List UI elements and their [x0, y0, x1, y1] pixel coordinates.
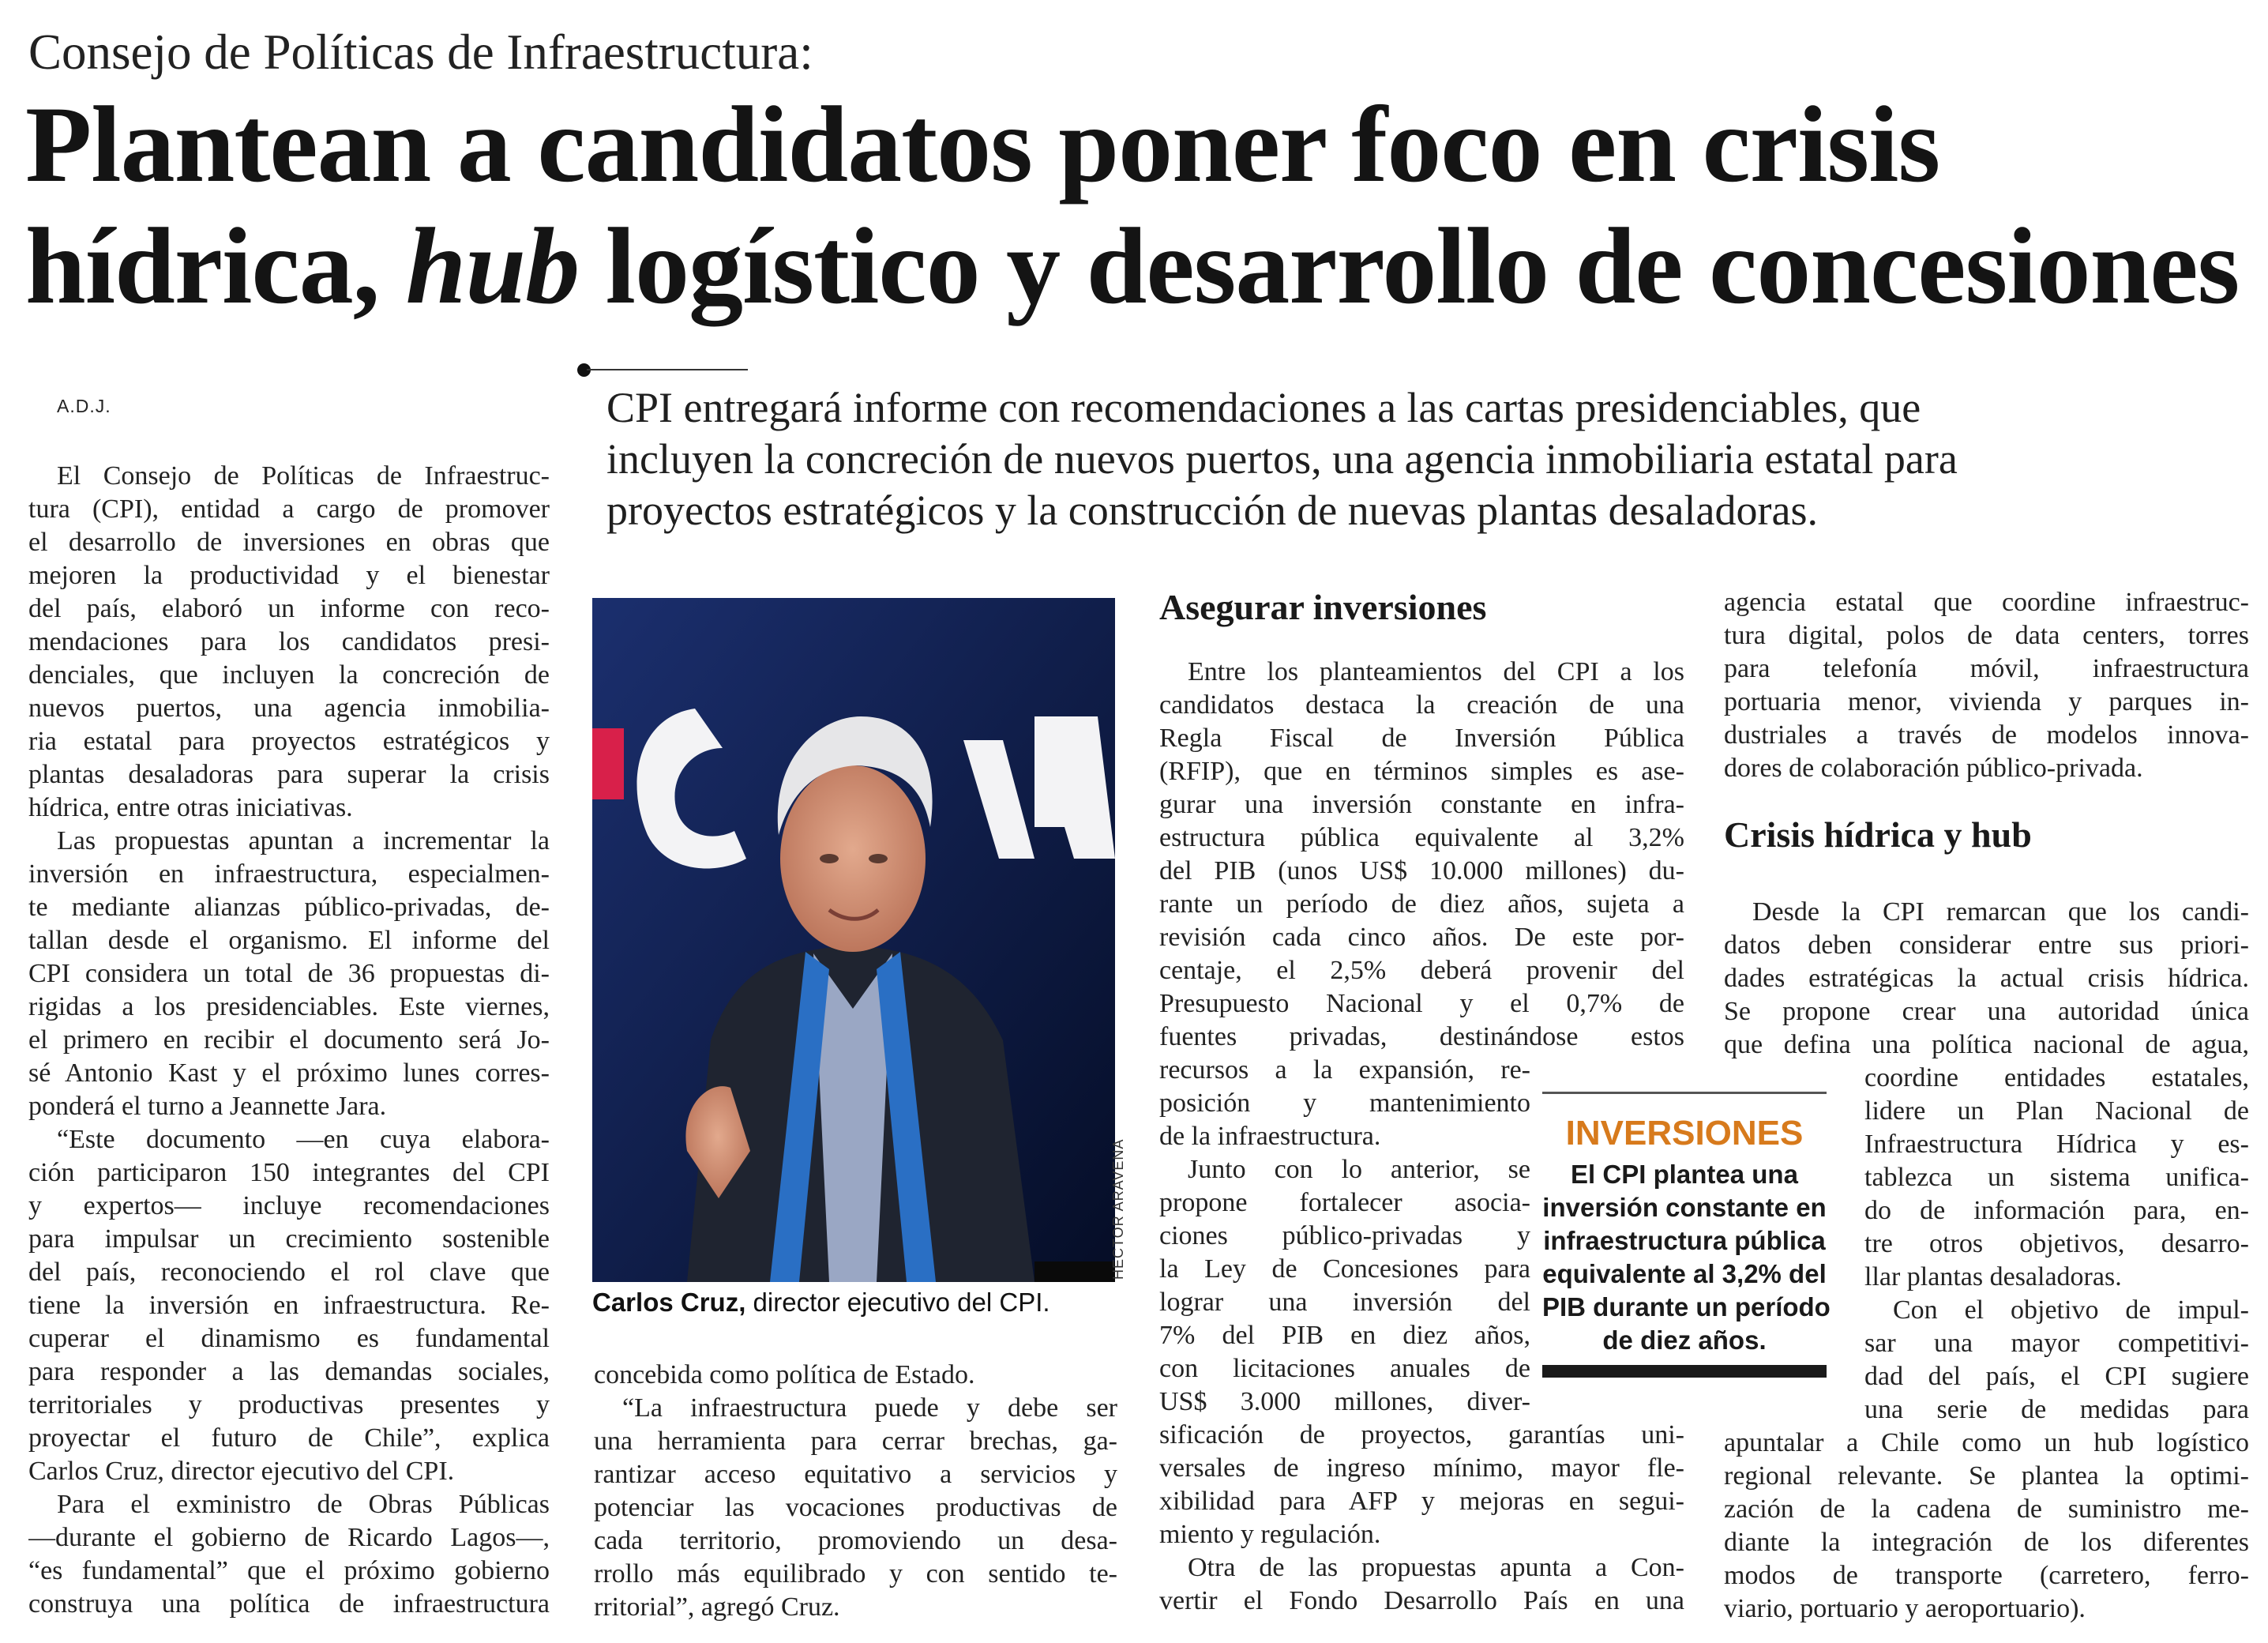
- text-line: Junto con lo anterior, se: [1188, 1155, 1530, 1184]
- pull-quote-line: de diez años.: [1602, 1325, 1767, 1355]
- text-line: 7% del PIB en diez años,: [1159, 1321, 1530, 1350]
- text-line: cada territorio, promoviendo un desa-: [594, 1526, 1117, 1555]
- text-line: mejoren la productividad y el bienestar: [28, 561, 550, 590]
- text-line: estructura pública equivalente al 3,2%: [1159, 823, 1684, 852]
- text-line: que defina una política nacional de agua,: [1724, 1030, 2249, 1059]
- text-line: lidere un Plan Nacional de: [1864, 1096, 2249, 1126]
- text-line: del PIB (unos US$ 10.000 millones) du-: [1159, 856, 1684, 885]
- text-line: miento y regulación.: [1159, 1520, 1381, 1549]
- text-line: Desde la CPI remarcan que los candi-: [1752, 897, 2249, 927]
- text-line: dustriales a través de modelos innova-: [1724, 720, 2249, 750]
- headline-line-2-start: hídrica,: [25, 205, 406, 326]
- text-line: te mediante alianzas público-privadas, de-: [28, 893, 550, 922]
- text-line: Para el exministro de Obras Públicas: [57, 1490, 550, 1519]
- text-line: rrollo más equilibrado y con sentido te-: [594, 1559, 1117, 1588]
- headline-line-1: Plantean a candidatos poner foco en crisis: [25, 84, 1940, 205]
- text-line: plantas desaladoras para superar la crisis: [28, 760, 550, 789]
- headline-line-2: [25, 205, 2252, 327]
- body-column-1: [28, 460, 550, 1621]
- text-line: posición y mantenimiento: [1159, 1088, 1530, 1118]
- text-line: diante la integración de los diferentes: [1724, 1528, 2249, 1557]
- text-line: inversión en infraestructura, especialmen-: [28, 859, 550, 889]
- pull-quote-box: [1542, 1092, 1831, 1384]
- pull-quote-line: equivalente al 3,2% del: [1542, 1259, 1827, 1288]
- text-line: El Consejo de Políticas de Infraestruc-: [57, 461, 550, 491]
- deck-rule: [587, 369, 748, 370]
- text-line: regional relevante. Se plantea la optimi-: [1724, 1461, 2249, 1491]
- text-line: nuevos puertos, una agencia inmobilia-: [28, 694, 550, 723]
- text-line: construya una política de infraestructura: [28, 1589, 550, 1619]
- photo-credit: HECTOR ARAVENA: [1110, 1138, 1126, 1280]
- text-line: sé Antonio Kast y el próximo lunes corres-: [28, 1058, 550, 1088]
- subhead-asegurar-inversiones: Asegurar inversiones: [1159, 587, 1487, 627]
- text-line: rante un período de diez años, sujeta a: [1159, 889, 1684, 919]
- text-line: apuntalar a Chile como un hub logístico: [1724, 1428, 2249, 1457]
- caption-name: Carlos Cruz,: [592, 1288, 746, 1317]
- text-line: versales de ingreso mínimo, mayor fle-: [1159, 1453, 1684, 1483]
- text-line: (RFIP), que en términos simples es ase-: [1159, 757, 1684, 786]
- text-line: do de información para, en-: [1864, 1196, 2249, 1225]
- text-line: el desarrollo de inversiones en obras que: [28, 528, 550, 557]
- text-line: xibilidad para AFP y mejoras en segui-: [1159, 1487, 1684, 1516]
- text-line: “La infraestructura puede y debe ser: [622, 1393, 1117, 1423]
- text-line: dad del país, el CPI sugiere: [1864, 1362, 2249, 1391]
- pull-quote-line: PIB durante un período: [1542, 1292, 1831, 1322]
- text-line: rritorial”, agregó Cruz.: [594, 1592, 840, 1622]
- text-line: Entre los planteamientos del CPI a los: [1188, 657, 1684, 686]
- text-line: denciales, que incluyen la concreción de: [28, 660, 550, 690]
- text-line: viario, portuario y aeroportuario).: [1724, 1594, 2086, 1623]
- pull-quote-line: infraestructura pública: [1543, 1226, 1826, 1255]
- headline-line-2-end: logístico y desarrollo de concesiones: [579, 205, 2240, 326]
- text-line: portuaria menor, vivienda y parques in-: [1724, 687, 2249, 716]
- text-line: mendaciones para los candidatos presi-: [28, 627, 550, 656]
- text-line: tallan desde el organismo. El informe del: [28, 926, 550, 955]
- deck: [606, 382, 2249, 536]
- text-line: para responder a las demandas sociales,: [28, 1357, 550, 1386]
- text-line: US$ 3.000 millones, diver-: [1159, 1387, 1530, 1416]
- text-line: Infraestructura Hídrica y es-: [1864, 1130, 2249, 1159]
- text-line: tiene la inversión en infraestructura. Re-: [28, 1291, 550, 1320]
- text-line: concebida como política de Estado.: [594, 1360, 975, 1389]
- text-line: CPI considera un total de 36 propuestas di-: [28, 959, 550, 988]
- text-line: y expertos— incluye recomendaciones: [28, 1191, 550, 1220]
- text-line: tura digital, polos de data centers, torres: [1724, 621, 2249, 650]
- text-line: dores de colaboración público-privada.: [1724, 754, 2143, 783]
- text-line: llar plantas desaladoras.: [1864, 1262, 2122, 1291]
- text-line: revisión cada cinco años. De este por-: [1159, 923, 1684, 952]
- body-column-4-top: [1724, 586, 2249, 785]
- text-line: Carlos Cruz, director ejecutivo del CPI.: [28, 1457, 455, 1486]
- pull-quote-line: El CPI plantea una: [1571, 1160, 1798, 1189]
- text-line: tablezca un sistema unifica-: [1864, 1163, 2249, 1192]
- text-line: centaje, el 2,5% deberá provenir del: [1159, 956, 1684, 985]
- body-column-2: [594, 1359, 1117, 1624]
- pull-quote-bottom-rule: [1542, 1365, 1827, 1378]
- text-line: zación de la cadena de suministro me-: [1724, 1494, 2249, 1524]
- text-line: ciones público-privadas y: [1159, 1221, 1530, 1250]
- pull-quote-title: INVERSIONES: [1565, 1114, 1804, 1152]
- deck-line: proyectos estratégicos y la construcción de nuevas plantas desaladoras.: [606, 487, 1818, 534]
- text-line: gurar una inversión constante en infra-: [1159, 790, 1684, 819]
- text-line: rantizar acceso equitativo a servicios y: [594, 1460, 1117, 1489]
- text-line: proyectar el futuro de Chile”, explica: [28, 1423, 550, 1453]
- subhead-crisis-hidrica: Crisis hídrica y hub: [1724, 814, 2032, 855]
- kicker: Consejo de Políticas de Infraestructura:: [28, 24, 813, 80]
- text-line: con licitaciones anuales de: [1159, 1354, 1530, 1383]
- text-line: Presupuesto Nacional y el 0,7% de: [1159, 989, 1684, 1018]
- text-line: ria estatal para proyectos estratégicos y: [28, 727, 550, 756]
- text-line: modos de transporte (carretero, ferro-: [1724, 1561, 2249, 1590]
- text-line: para impulsar un crecimiento sostenible: [28, 1224, 550, 1254]
- text-line: Con el objetivo de impul-: [1893, 1295, 2249, 1325]
- text-line: de la infraestructura.: [1159, 1122, 1381, 1151]
- text-line: fuentes privadas, destinándose estos: [1159, 1022, 1684, 1051]
- deck-line: CPI entregará informe con recomendaciones a las cartas presidenciables, que: [606, 384, 1921, 431]
- text-line: una herramienta para cerrar brechas, ga-: [594, 1427, 1117, 1456]
- text-line: lograr una inversión del: [1159, 1288, 1530, 1317]
- text-line: agencia estatal que coordine infraestruc-: [1724, 588, 2249, 617]
- text-line: ción participaron 150 integrantes del CPI: [28, 1158, 550, 1187]
- text-line: del país, elaboró un informe con reco-: [28, 594, 550, 623]
- portrait-photo: [592, 598, 1115, 1282]
- text-line: Otra de las propuestas apunta a Con-: [1188, 1553, 1684, 1582]
- text-line: Se propone crear una autoridad única: [1724, 997, 2249, 1026]
- byline: A.D.J.: [57, 396, 111, 416]
- text-line: territoriales y productivas presentes y: [28, 1390, 550, 1419]
- text-line: propone fortalecer asocia-: [1159, 1188, 1530, 1217]
- text-line: “es fundamental” que el próximo gobierno: [28, 1556, 550, 1585]
- pull-quote-line: inversión constante en: [1542, 1193, 1827, 1222]
- text-line: recursos a la expansión, re-: [1159, 1055, 1530, 1085]
- text-line: “Este documento —en cuya elabora-: [57, 1125, 550, 1154]
- pull-quote-top-rule: [1542, 1092, 1827, 1094]
- text-line: la Ley de Concesiones para: [1159, 1254, 1530, 1284]
- text-line: —durante el gobierno de Ricardo Lagos—,: [28, 1523, 550, 1552]
- text-line: cuperar el dinamismo es fundamental: [28, 1324, 550, 1353]
- headline: [25, 84, 2252, 327]
- text-line: datos deben considerar entre sus priori-: [1724, 931, 2249, 960]
- text-line: Las propuestas apuntan a incrementar la: [57, 826, 550, 855]
- text-line: hídrica, entre otras iniciativas.: [28, 793, 353, 822]
- headline-italic-word: hub: [405, 205, 580, 326]
- text-line: Regla Fiscal de Inversión Pública: [1159, 724, 1684, 753]
- text-line: sar una mayor competitivi-: [1864, 1329, 2249, 1358]
- text-line: tura (CPI), entidad a cargo de promover: [28, 494, 550, 524]
- photo-caption: [592, 1288, 1129, 1318]
- text-line: el primero en recibir el documento será Jo-: [28, 1025, 550, 1055]
- text-line: del país, reconociendo el rol clave que: [28, 1258, 550, 1287]
- pull-quote-text: [1542, 1158, 1831, 1357]
- text-line: una serie de medidas para: [1864, 1395, 2249, 1424]
- text-line: sificación de proyectos, garantías uni-: [1159, 1420, 1684, 1449]
- text-line: dades estratégicas la actual crisis hídrica.: [1724, 964, 2249, 993]
- text-line: potenciar las vocaciones productivas de: [594, 1493, 1117, 1522]
- text-line: rigidas a los presidenciables. Este viernes,: [28, 992, 550, 1021]
- text-line: coordine entidades estatales,: [1864, 1063, 2249, 1092]
- text-line: candidatos destaca la creación de una: [1159, 690, 1684, 720]
- text-line: para telefonía móvil, infraestructura: [1724, 654, 2249, 683]
- text-line: vertir el Fondo Desarrollo País en una: [1159, 1586, 1684, 1615]
- text-line: tre otros objetivos, desarro-: [1864, 1229, 2249, 1258]
- deck-line: incluyen la concreción de nuevos puertos, una agencia inmobiliaria estatal para: [606, 435, 1958, 483]
- text-line: ponderá el turno a Jeannette Jara.: [28, 1092, 387, 1121]
- caption-role: director ejecutivo del CPI.: [745, 1288, 1050, 1317]
